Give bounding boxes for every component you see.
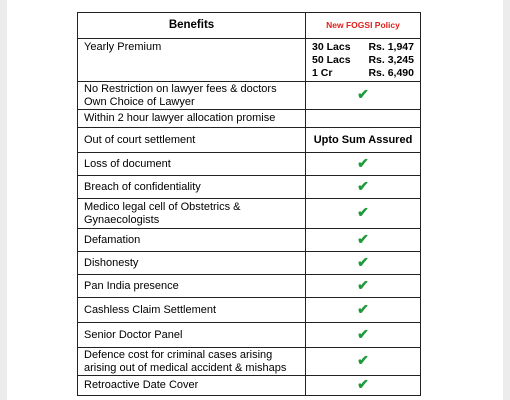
table-row	[78, 153, 421, 176]
benefit-label: Retroactive Date Cover	[78, 376, 306, 396]
table-row	[78, 275, 421, 298]
table-row-yearly-premium	[78, 39, 421, 82]
checkmark-icon: ✔	[357, 300, 369, 317]
policy-value	[306, 199, 421, 229]
table-row	[78, 229, 421, 252]
page-margin-left	[0, 0, 7, 400]
page-margin-right	[503, 0, 510, 400]
table-header-row	[78, 13, 421, 39]
benefits-comparison-table	[77, 12, 421, 396]
benefit-label: Loss of document	[78, 153, 306, 176]
table-row	[78, 199, 421, 229]
benefits-column-header: Benefits	[78, 13, 306, 39]
table-row	[78, 252, 421, 275]
table-row	[78, 323, 421, 348]
premium-amount: Rs. 3,245	[368, 53, 414, 66]
checkmark-icon: ✔	[357, 204, 369, 220]
table-row	[78, 128, 421, 153]
benefit-label: Dishonesty	[78, 252, 306, 275]
policy-value	[306, 298, 421, 323]
table-row	[78, 82, 421, 110]
table-row	[78, 376, 421, 396]
benefit-label: Cashless Claim Settlement	[78, 298, 306, 323]
benefit-label: Breach of confidentiality	[78, 176, 306, 199]
checkmark-icon: ✔	[357, 352, 369, 368]
policy-value	[306, 82, 421, 110]
premium-amount: Rs. 1,947	[368, 40, 414, 53]
benefit-label: Medico legal cell of Obstetrics & Gynaecologists	[78, 199, 306, 229]
checkmark-icon: ✔	[357, 276, 369, 293]
checkmark-icon: ✔	[357, 154, 369, 171]
policy-value	[306, 348, 421, 376]
checkmark-icon: ✔	[357, 86, 369, 102]
benefit-label: No Restriction on lawyer fees & doctors Own Choice of Lawyer	[78, 82, 306, 110]
table-row	[78, 298, 421, 323]
checkmark-icon: ✔	[357, 177, 369, 194]
policy-value	[306, 323, 421, 348]
premium-cover: 1 Cr	[312, 66, 333, 79]
checkmark-icon: ✔	[357, 253, 369, 270]
policy-value: Upto Sum Assured	[306, 128, 421, 153]
premium-amount: Rs. 6,490	[368, 66, 414, 79]
table-row	[78, 176, 421, 199]
benefit-label: Senior Doctor Panel	[78, 323, 306, 348]
policy-value	[306, 252, 421, 275]
benefit-label: Yearly Premium	[78, 39, 306, 82]
policy-value	[306, 376, 421, 396]
policy-value	[306, 176, 421, 199]
checkmark-icon: ✔	[357, 376, 369, 392]
policy-value	[306, 153, 421, 176]
policy-value	[306, 110, 421, 128]
premium-tier-grid	[312, 41, 414, 80]
premium-cover: 30 Lacs	[312, 40, 351, 53]
benefit-label: Out of court settlement	[78, 128, 306, 153]
policy-value	[306, 229, 421, 252]
benefit-label: Defence cost for criminal cases arising arising out of medical accident & mishaps	[78, 348, 306, 376]
checkmark-icon: ✔	[357, 230, 369, 247]
benefit-label: Defamation	[78, 229, 306, 252]
benefit-label: Pan India presence	[78, 275, 306, 298]
table-row	[78, 348, 421, 376]
table-row	[78, 110, 421, 128]
benefit-label: Within 2 hour lawyer allocation promise	[78, 110, 306, 128]
policy-value	[306, 275, 421, 298]
checkmark-icon: ✔	[357, 325, 369, 342]
premium-cover: 50 Lacs	[312, 53, 351, 66]
premium-values	[306, 39, 421, 82]
policy-column-header: New FOGSI Policy	[306, 13, 421, 39]
